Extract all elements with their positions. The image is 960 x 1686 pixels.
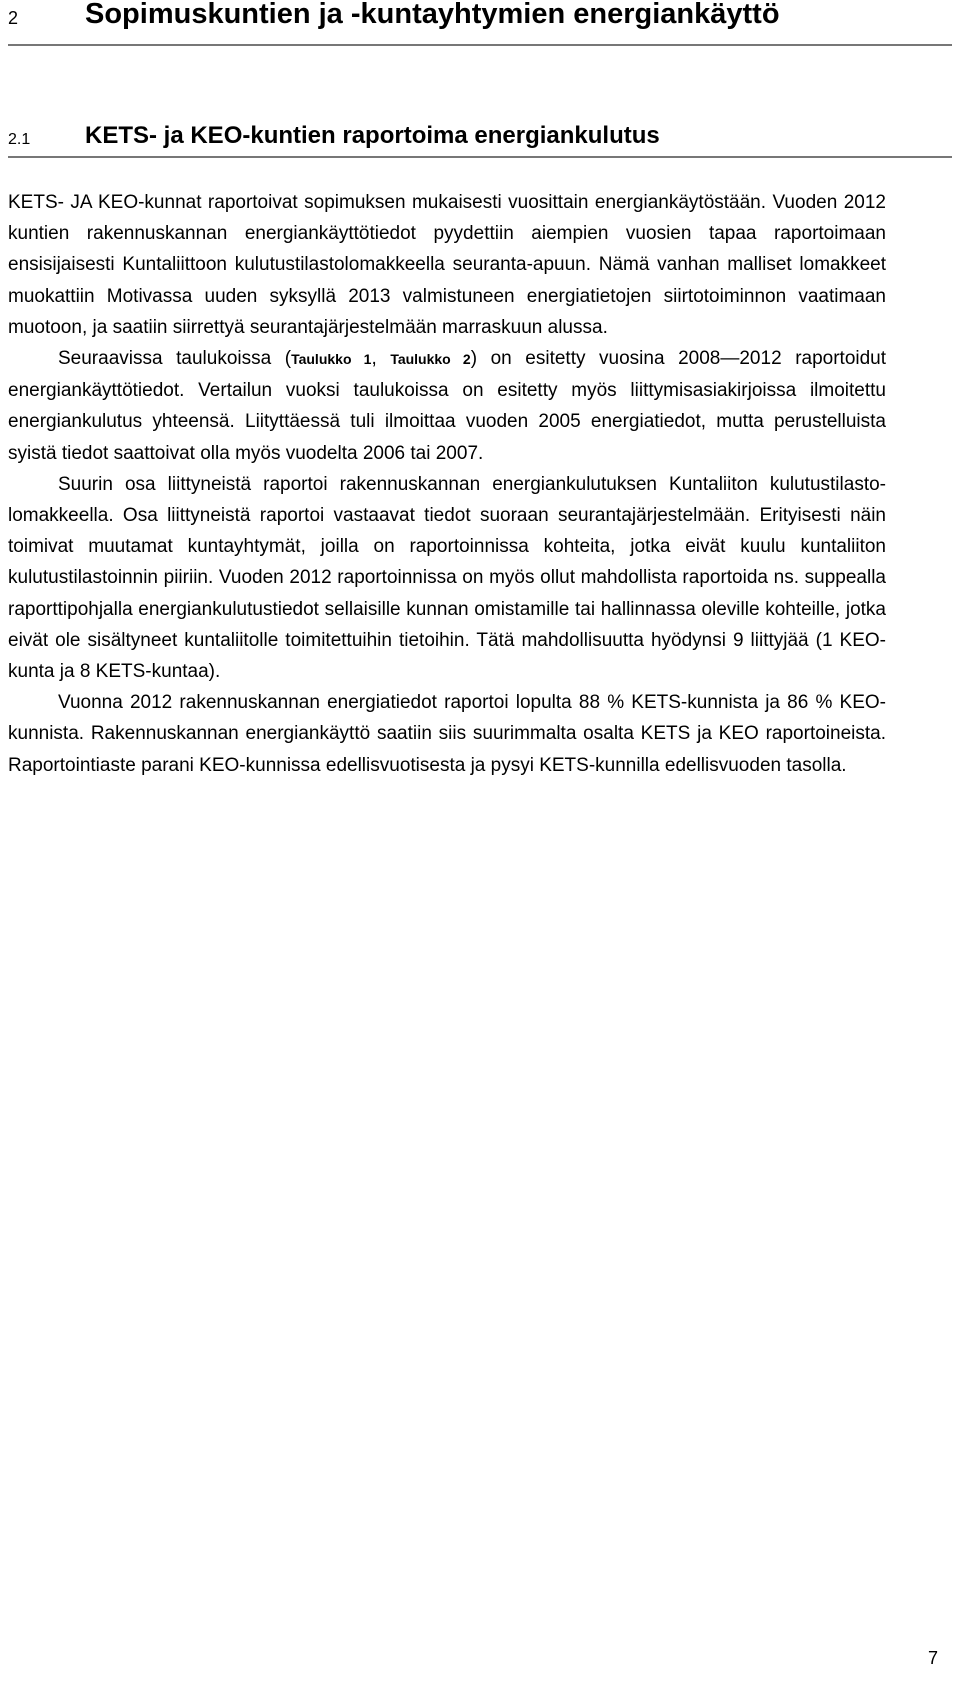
section-number: 2.1 xyxy=(8,131,31,148)
chapter-number: 2 xyxy=(8,8,19,28)
chapter-title: Sopimuskuntien ja -kuntayhtymien energiankäyttö xyxy=(85,0,780,30)
paragraph-4: Vuonna 2012 rakennuskannan energiatiedot raportoi lopulta 88 % KETS-kunnista ja 86 % KEO-kunnista. Rakennuskannan energiankäyttö saatiin siis suurimmalta osalta KETS ja KEO raportoineista. Raportointiaste parani KEO-kunnissa edellisvuotisesta ja pysyi KETS-kunnilla edellisvuoden tasolla. xyxy=(8,692,886,776)
paragraph-2-end: ) on esitetty vuosina 2008—2012 raportoidut energiankäyttötiedot. Vertailun vuoksi taulukoissa on esitetty myös liittymisasiakirjoissa ilmoitettu energiankulutus yhteensä. Liityttäessä tuli ilmoittaa vuoden 2005 energiatiedot, mutta perustelluista syistä tiedot saattoivat olla myös vuodelta 2006 tai 2007. xyxy=(8,348,887,464)
table-reference-2[interactable]: Taulukko 2 xyxy=(390,351,471,368)
section-heading xyxy=(8,122,952,158)
body-text xyxy=(8,187,886,781)
table-reference-1[interactable]: Taulukko 1 xyxy=(291,351,372,368)
chapter-heading xyxy=(8,0,952,46)
page-number: 7 xyxy=(928,1648,939,1668)
paragraph-2 xyxy=(8,343,886,469)
section-title: KETS- ja KEO-kuntien raportoima energiankulutus xyxy=(85,122,660,149)
paragraph-2-start: Seuraavissa taulukoissa ( xyxy=(58,348,292,370)
paragraph-1: KETS- JA KEO-kunnat raportoivat sopimuksen mukaisesti vuosittain energiankäytöstään. Vuoden 2012 kuntien rakennuskannan energiankäyttötiedot pyydettiin aiempien vuosien tapaa raportoimaan ensisijaisesti Kuntaliittoon kulutustilastolomakkeella seuranta-apuun. Nämä vanhan malliset lomakkeet muokattiin Motivassa uuden syksyllä 2013 valmistuneen energiatietojen siirtotoiminnon vaatimaan muotoon, ja saatiin siirrettyä seurantajärjestelmään marraskuun alussa. xyxy=(8,192,886,338)
paragraph-2-separator: , xyxy=(371,348,391,370)
paragraph-3: Suurin osa liittyneistä raportoi rakennuskannan energiankulutuksen Kuntaliiton kulutustilasto-lomakkeella. Osa liittyneistä raportoi vastaavat tiedot suoraan seurantajärjestelmään. Erityisesti näin toimivat muutamat kuntayhtymät, joilla on raportoinnissa kohteita, jotka eivät kuulu kuntaliiton kulutustilastoinnin piiriin. Vuoden 2012 raportoinnissa on myös ollut mahdollista raportoida ns. suppealla raporttipohjalla energiankulutustiedot sellaisille kunnan omistamille tai hallinnassa oleville kohteille, jotka eivät ole sisältyneet kuntaliitolle toimitettuihin tietoihin. Tätä mahdollisuutta hyödynsi 9 liittyjää (1 KEO-kunta ja 8 KETS-kuntaa). xyxy=(8,473,886,683)
